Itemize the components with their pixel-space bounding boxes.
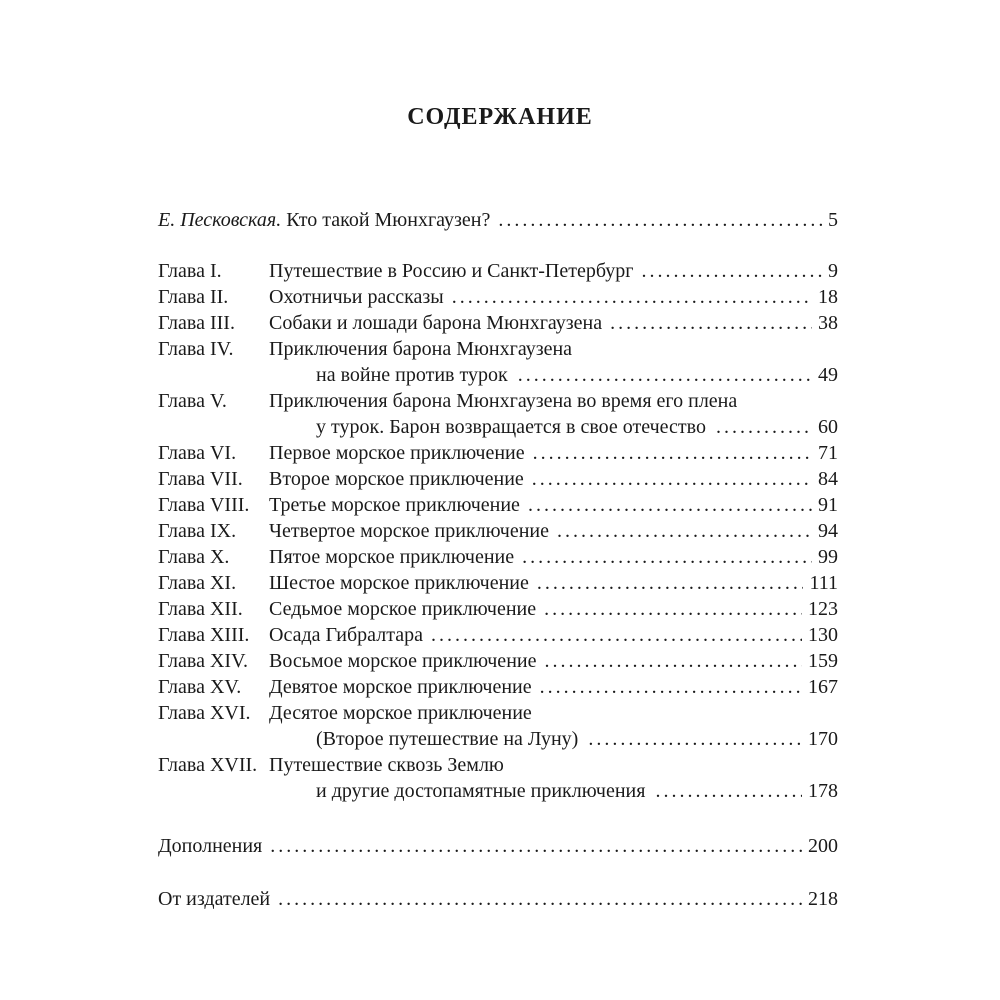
chapter-title: Приключения барона Мюнхгаузена xyxy=(269,338,573,360)
chapter-title: Третье морское приключение xyxy=(269,494,520,516)
dot-leader xyxy=(278,884,802,914)
chapter-label: Глава I. xyxy=(158,260,222,282)
chapter-page: 99 xyxy=(818,546,838,568)
chapter-label: Глава IV. xyxy=(158,338,234,360)
chapter-title: Осада Гибралтара xyxy=(269,624,423,646)
chapter-label: Глава XVII. xyxy=(158,754,258,776)
chapter-page: 60 xyxy=(818,416,838,438)
chapter-label: Глава XI. xyxy=(158,572,237,594)
chapter-title: Путешествие сквозь Землю xyxy=(269,754,504,776)
chapter-page: 130 xyxy=(808,624,838,646)
toc-entry-appendix[interactable] xyxy=(158,831,838,861)
toc-entry-chapter-17-cont[interactable] xyxy=(316,776,838,806)
chapter-title: Второе морское приключение xyxy=(269,468,524,490)
toc-entry-author: Е. Песковская. xyxy=(158,209,282,231)
chapter-label: Глава III. xyxy=(158,312,235,334)
chapter-title: Первое морское приключение xyxy=(269,442,525,464)
chapter-label: Глава X. xyxy=(158,546,230,568)
chapter-page: 123 xyxy=(808,598,838,620)
appendix-page: 200 xyxy=(808,835,838,857)
chapter-title: Собаки и лошади барона Мюнхгаузена xyxy=(269,312,603,334)
appendix-title: Дополнения xyxy=(158,835,263,857)
chapter-page: 9 xyxy=(828,260,838,282)
chapter-page: 49 xyxy=(818,364,838,386)
toc-entry-title: Кто такой Мюнхгаузен? xyxy=(286,209,491,231)
chapter-label: Глава XV. xyxy=(158,676,242,698)
chapter-title: Четвертое морское приключение xyxy=(269,520,550,542)
chapter-label: Глава XII. xyxy=(158,598,243,620)
chapter-title-cont: у турок. Барон возвращается в свое отечество xyxy=(316,416,706,438)
chapter-page: 178 xyxy=(808,780,838,802)
toc-entry-intro-text xyxy=(158,205,490,235)
chapter-label: Глава VI. xyxy=(158,442,237,464)
chapter-label: Глава VII. xyxy=(158,468,243,490)
chapter-page: 111 xyxy=(809,572,838,594)
chapter-title: Приключения барона Мюнхгаузена во время его плена xyxy=(269,390,738,412)
chapter-title-cont: на войне против турок xyxy=(316,364,508,386)
chapter-label: Глава XIV. xyxy=(158,650,248,672)
chapter-page: 18 xyxy=(818,286,838,308)
chapter-label: Глава II. xyxy=(158,286,229,308)
chapter-label: Глава V. xyxy=(158,390,227,412)
publishers-title: От издателей xyxy=(158,888,271,910)
chapter-title-cont: и другие достопамятные приключения xyxy=(316,780,646,802)
chapter-label: Глава XVI. xyxy=(158,702,251,724)
dot-leader xyxy=(655,776,802,806)
chapter-title: Пятое морское приключение xyxy=(269,546,515,568)
toc-entry-publishers[interactable] xyxy=(158,884,838,914)
chapter-title: Шестое морское приключение xyxy=(269,572,529,594)
chapter-title: Седьмое морское приключение xyxy=(269,598,537,620)
chapter-page: 167 xyxy=(808,676,838,698)
chapter-page: 91 xyxy=(818,494,838,516)
toc-entry-intro[interactable] xyxy=(158,205,838,235)
chapter-page: 170 xyxy=(808,728,838,750)
chapter-page: 71 xyxy=(818,442,838,464)
chapter-page: 159 xyxy=(808,650,838,672)
toc-entry-page: 5 xyxy=(828,209,838,231)
publishers-page: 218 xyxy=(808,888,838,910)
chapter-page: 94 xyxy=(818,520,838,542)
chapter-title: Восьмое морское приключение xyxy=(269,650,537,672)
page-title: СОДЕРЖАНИЕ xyxy=(407,104,593,130)
dot-leader xyxy=(498,205,822,235)
chapter-page: 84 xyxy=(818,468,838,490)
chapter-title: Десятое морское приключение xyxy=(269,702,532,724)
chapter-title: Охотничьи рассказы xyxy=(269,286,444,308)
dot-leader xyxy=(270,831,802,861)
chapter-title-cont: (Второе путешествие на Луну) xyxy=(316,728,579,750)
chapter-label: Глава IX. xyxy=(158,520,237,542)
chapter-page: 38 xyxy=(818,312,838,334)
chapter-label: Глава VIII. xyxy=(158,494,250,516)
chapter-label: Глава XIII. xyxy=(158,624,250,646)
chapter-title: Путешествие в Россию и Санкт-Петербург xyxy=(269,260,634,282)
chapter-title: Девятое морское приключение xyxy=(269,676,532,698)
